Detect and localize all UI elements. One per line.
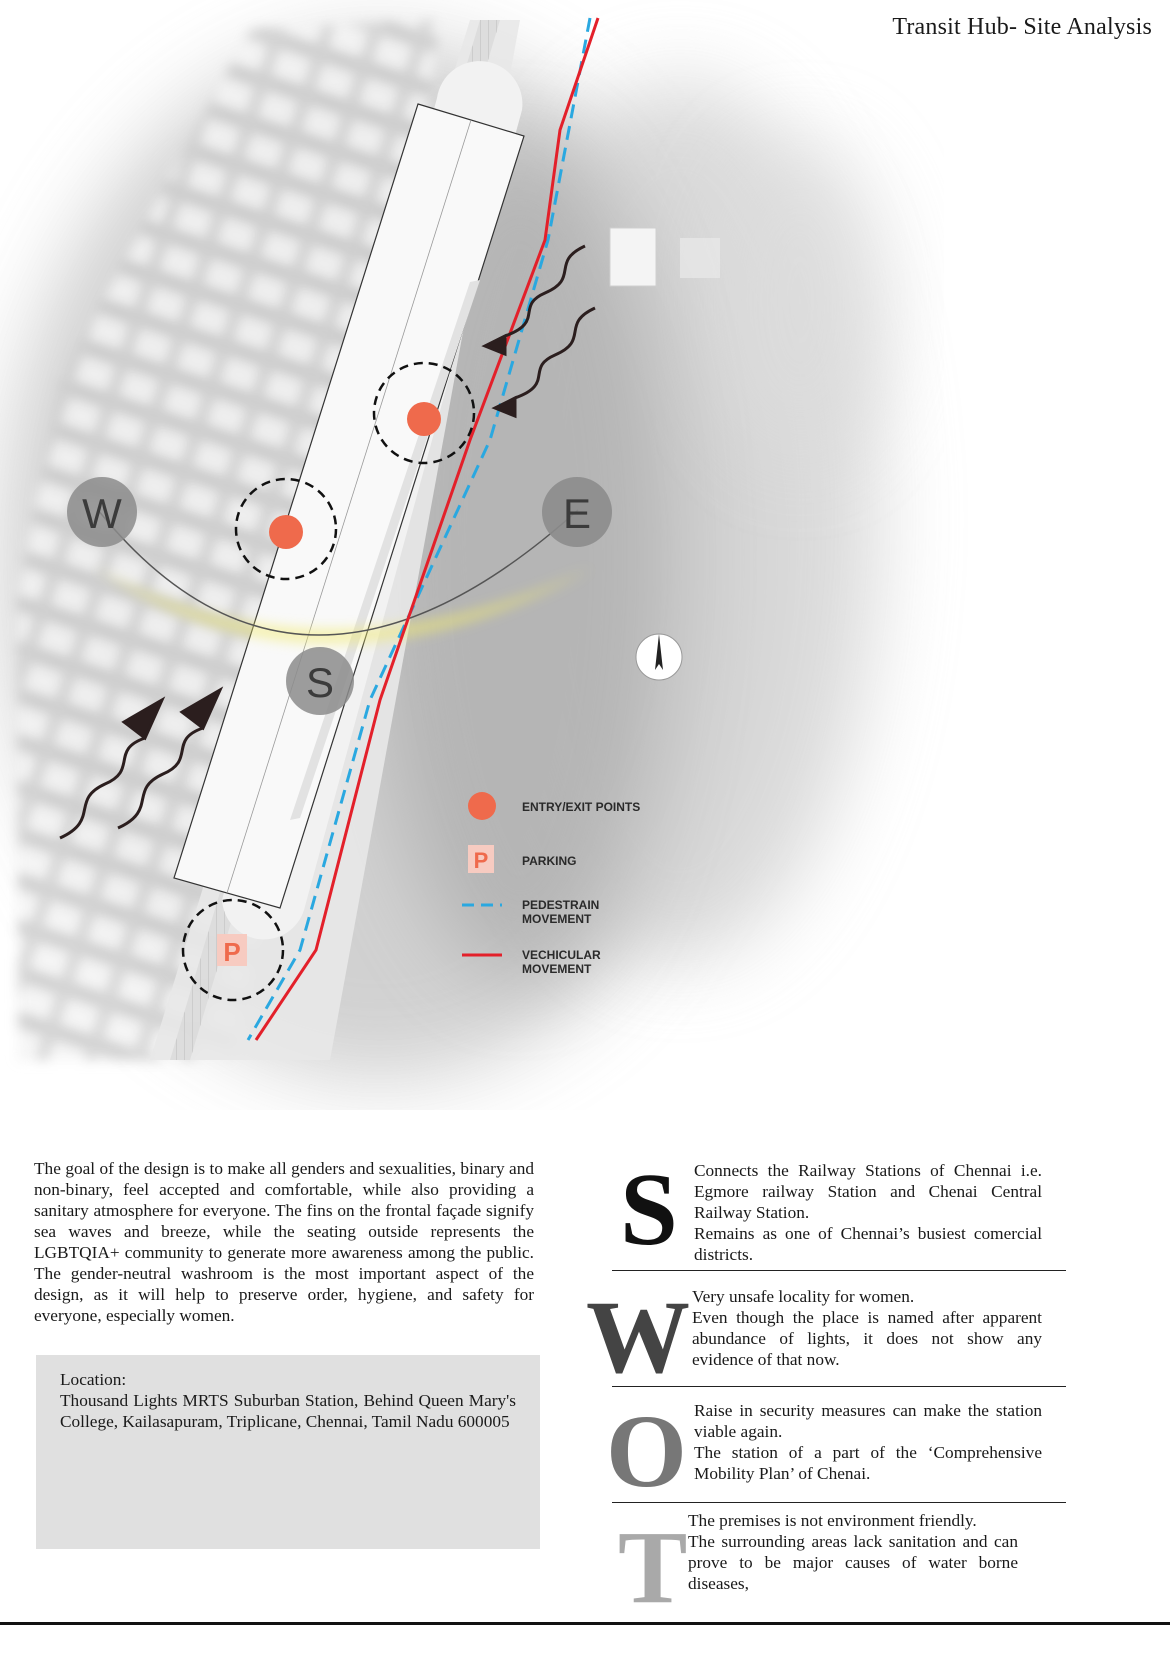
legend-vehicular-label: VECHICULAR MOVEMENT: [522, 948, 601, 976]
svg-text:W: W: [82, 490, 122, 537]
north-arrow-icon: [636, 634, 682, 680]
legend-entry-symbol: [468, 792, 496, 820]
svg-text:P: P: [473, 848, 489, 873]
swot-opportunities-line-1: Raise in security measures can make the station viable again.: [694, 1401, 1042, 1441]
svg-text:E: E: [562, 490, 592, 537]
swot-strengths-line-2: Remains as one of Chennai’s busiest comercial districts.: [694, 1224, 1042, 1264]
svg-text:P: P: [223, 937, 241, 967]
swot-letter-o: O: [606, 1394, 687, 1509]
design-goal-text: The goal of the design is to make all genders and sexualities, binary and non-binary, feel accepted and comfortable, while also providing a sanitary atmosphere for everyone. The fins on the frontal façade signify sea waves and breeze, while the seating outside represents the LGBTQIA+ community to generate more awareness among the public. The gender-neutral washroom is the most important aspect of the design, as it will help to preserve order, hygiene, and safety for everyone, especially women.: [34, 1159, 534, 1325]
swot-divider: [612, 1386, 1066, 1387]
swot-weaknesses-line-1: Very unsafe locality for women.: [692, 1287, 915, 1306]
location-label: Location:: [60, 1370, 127, 1389]
legend-pedestrian-label: PEDESTRAIN MOVEMENT: [522, 898, 600, 926]
swot-opportunities-line-2: The station of a part of the ‘Comprehensive Mobility Plan’ of Chenai.: [694, 1443, 1042, 1483]
swot-letter-w: W: [586, 1280, 690, 1395]
swot-opportunities-text: [694, 1400, 1042, 1484]
swot-threats-text: [688, 1510, 1018, 1594]
location-address: Thousand Lights MRTS Suburban Station, Behind Queen Mary's College, Kailasapuram, Triplicane, Chennai, Tamil Nadu 600005: [60, 1391, 516, 1431]
direction-marker-south: [286, 647, 354, 715]
swot-strengths-text: [694, 1160, 1042, 1265]
swot-letter-t: T: [618, 1510, 688, 1625]
swot-weaknesses-text: [692, 1286, 1042, 1370]
legend-entry-label: ENTRY/EXIT POINTS: [522, 800, 641, 814]
svg-text:S: S: [305, 659, 335, 706]
swot-threats-line-1: The premises is not environment friendly.: [688, 1511, 977, 1530]
swot-divider: [612, 1270, 1066, 1271]
swot-strengths-line-1: Connects the Railway Stations of Chennai i.e. Egmore railway Station and Chenai Central Railway Station.: [694, 1161, 1042, 1222]
bottom-rule: [0, 1622, 1170, 1625]
legend-parking-label: PARKING: [522, 854, 577, 868]
swot-divider: [612, 1502, 1066, 1503]
swot-threats-line-2: The surrounding areas lack sanitation and can prove to be major causes of water borne diseases,: [688, 1532, 1018, 1593]
swot-letter-s: S: [620, 1152, 678, 1267]
swot-weaknesses-line-2: Even though the place is named after apparent abundance of lights, it does not show any evidence of that now.: [692, 1308, 1042, 1369]
page-title: Transit Hub- Site Analysis: [892, 14, 1152, 40]
direction-marker-west: [67, 477, 137, 547]
direction-marker-east: [542, 477, 612, 547]
location-box: [36, 1355, 540, 1549]
